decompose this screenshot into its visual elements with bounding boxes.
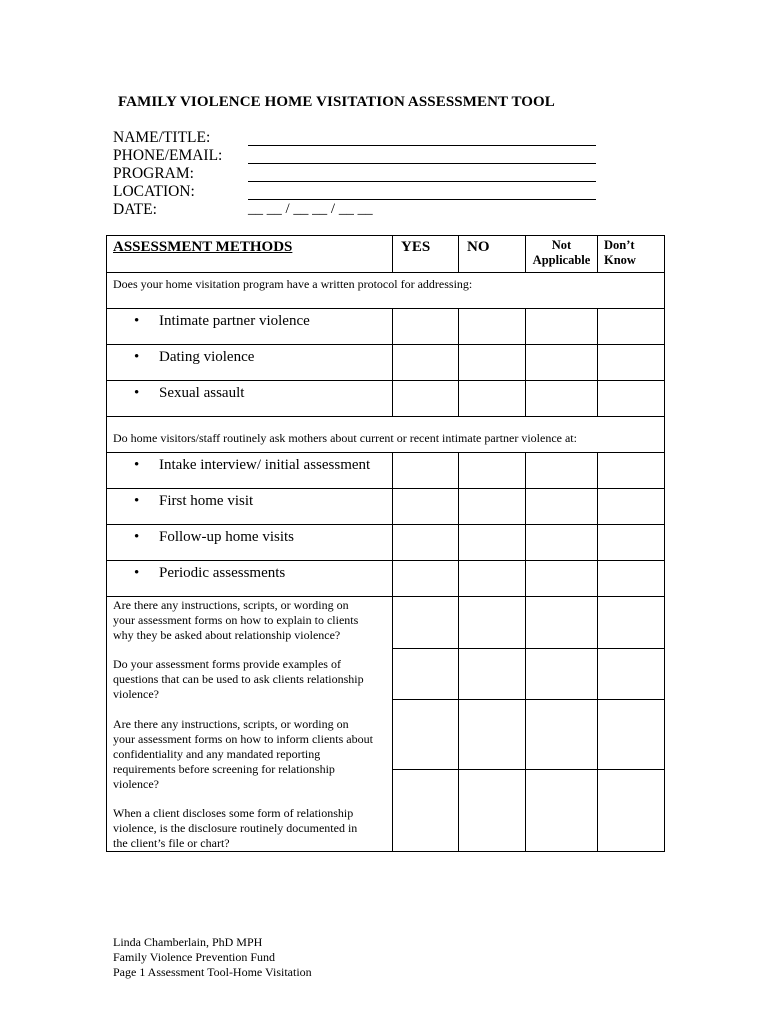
not-applicable-cell[interactable]: [526, 525, 598, 561]
dont-know-cell[interactable]: [598, 770, 665, 852]
not-applicable-cell[interactable]: [526, 489, 598, 525]
question-1-line: your assessment forms on how to explain to clients: [113, 613, 359, 627]
no-cell[interactable]: [459, 525, 526, 561]
bullet-icon: •: [134, 529, 140, 545]
yes-cell[interactable]: [393, 345, 459, 381]
yes-cell[interactable]: [393, 309, 459, 345]
table-row: [107, 489, 665, 525]
table-row: [107, 561, 665, 597]
bullet-item: [107, 489, 393, 525]
not-applicable-cell[interactable]: [526, 345, 598, 381]
bullet-icon: •: [134, 565, 140, 581]
yes-cell[interactable]: [393, 453, 459, 489]
bullet-item-label: Dating violence: [159, 349, 255, 365]
location-input-line[interactable]: [248, 199, 596, 200]
dont-know-cell[interactable]: [598, 561, 665, 597]
bullet-icon: •: [134, 313, 140, 329]
not-applicable-cell[interactable]: [526, 453, 598, 489]
table-row: [107, 525, 665, 561]
program-input-line[interactable]: [248, 181, 596, 182]
no-cell[interactable]: [459, 381, 526, 417]
question-2-line: questions that can be used to ask clients relationship: [113, 672, 364, 686]
bullet-item: [107, 453, 393, 489]
header-yes: YES: [393, 236, 459, 273]
bullet-item-label: Sexual assault: [159, 385, 245, 401]
yes-cell[interactable]: [393, 561, 459, 597]
question-paragraphs: [107, 597, 393, 852]
question-4-line: violence, is the disclosure routinely documented in: [113, 821, 358, 835]
header-not-applicable-line1: Not: [551, 238, 572, 252]
dont-know-cell[interactable]: [598, 345, 665, 381]
bullet-icon: •: [134, 385, 140, 401]
no-cell[interactable]: [459, 700, 526, 770]
dont-know-cell[interactable]: [598, 700, 665, 770]
dont-know-cell[interactable]: [598, 525, 665, 561]
question-1-line: why they be asked about relationship violence?: [113, 628, 341, 642]
section2-question: Do home visitors/staff routinely ask mothers about current or recent intimate partner violence at:: [107, 417, 665, 453]
question-1-line: Are there any instructions, scripts, or wording on: [113, 598, 349, 612]
not-applicable-cell[interactable]: [526, 700, 598, 770]
not-applicable-cell[interactable]: [526, 648, 598, 700]
dont-know-cell[interactable]: [598, 597, 665, 649]
dont-know-cell[interactable]: [598, 489, 665, 525]
footer-author: Linda Chamberlain, PhD MPH: [113, 935, 263, 949]
header-not-applicable-line2: Applicable: [532, 253, 591, 267]
question-2-line: violence?: [113, 687, 159, 701]
page-footer: [113, 935, 312, 980]
no-cell[interactable]: [459, 561, 526, 597]
bullet-icon: •: [134, 349, 140, 365]
dont-know-cell[interactable]: [598, 381, 665, 417]
no-cell[interactable]: [459, 597, 526, 649]
table-row: [107, 309, 665, 345]
yes-cell[interactable]: [393, 597, 459, 649]
section-question-row: [107, 417, 665, 453]
dont-know-cell[interactable]: [598, 309, 665, 345]
not-applicable-cell[interactable]: [526, 561, 598, 597]
footer-organization: Family Violence Prevention Fund: [113, 950, 276, 964]
bullet-item: [107, 525, 393, 561]
bullet-item-label: Follow-up home visits: [159, 529, 295, 545]
no-cell[interactable]: [459, 345, 526, 381]
table-row: [107, 453, 665, 489]
yes-cell[interactable]: [393, 525, 459, 561]
bullet-icon: •: [134, 493, 140, 509]
page-title: FAMILY VIOLENCE HOME VISITATION ASSESSMENT TOOL: [118, 94, 555, 110]
bullet-item-label: Intake interview/ initial assessment: [159, 457, 371, 473]
field-label-phone-email: PHONE/EMAIL:: [113, 147, 223, 164]
header-not-applicable: [526, 236, 598, 273]
dont-know-cell[interactable]: [598, 453, 665, 489]
question-2: [113, 657, 388, 702]
question-1: [113, 598, 388, 643]
dont-know-cell[interactable]: [598, 648, 665, 700]
section-question-row: [107, 273, 665, 309]
table-row: [107, 345, 665, 381]
yes-cell[interactable]: [393, 700, 459, 770]
bullet-item-label: Intimate partner violence: [159, 313, 310, 329]
field-label-date: DATE:: [113, 201, 157, 218]
yes-cell[interactable]: [393, 770, 459, 852]
question-2-line: Do your assessment forms provide examples of: [113, 657, 341, 671]
header-dont-know-line2: Know: [604, 253, 636, 267]
question-4: [113, 806, 388, 851]
name-title-input-line[interactable]: [248, 145, 596, 146]
question-3-line: requirements before screening for relationship: [113, 762, 335, 776]
not-applicable-cell[interactable]: [526, 309, 598, 345]
date-input-blanks[interactable]: __ __ / __ __ / __ __: [248, 201, 373, 217]
not-applicable-cell[interactable]: [526, 381, 598, 417]
yes-cell[interactable]: [393, 381, 459, 417]
header-dont-know-line1: Don’t: [604, 238, 635, 252]
field-label-program: PROGRAM:: [113, 165, 194, 182]
field-label-name-title: NAME/TITLE:: [113, 129, 211, 146]
question-3: [113, 717, 388, 792]
phone-email-input-line[interactable]: [248, 163, 596, 164]
bullet-item: [107, 309, 393, 345]
question-3-line: confidentiality and any mandated reporting: [113, 747, 321, 761]
table-header-row: [107, 236, 665, 273]
yes-cell[interactable]: [393, 648, 459, 700]
header-assessment-methods: ASSESSMENT METHODS: [107, 236, 393, 273]
bullet-item: [107, 345, 393, 381]
assessment-table: [106, 235, 665, 852]
footer-page: Page 1 Assessment Tool-Home Visitation: [113, 965, 312, 979]
question-3-line: violence?: [113, 777, 159, 791]
header-no: NO: [459, 236, 526, 273]
section1-question: Does your home visitation program have a written protocol for addressing:: [107, 273, 665, 309]
field-label-location: LOCATION:: [113, 183, 195, 200]
not-applicable-cell[interactable]: [526, 770, 598, 852]
bullet-item-label: Periodic assessments: [159, 565, 286, 581]
not-applicable-cell[interactable]: [526, 597, 598, 649]
bullet-icon: •: [134, 457, 140, 473]
question-4-line: When a client discloses some form of relationship: [113, 806, 354, 820]
yes-cell[interactable]: [393, 489, 459, 525]
bullet-item: [107, 381, 393, 417]
question-4-line: the client’s file or chart?: [113, 836, 230, 850]
question-3-line: your assessment forms on how to inform clients about: [113, 732, 373, 746]
table-row: [107, 597, 665, 649]
bullet-item: [107, 561, 393, 597]
no-cell[interactable]: [459, 489, 526, 525]
question-3-line: Are there any instructions, scripts, or wording on: [113, 717, 349, 731]
no-cell[interactable]: [459, 648, 526, 700]
no-cell[interactable]: [459, 309, 526, 345]
bullet-item-label: First home visit: [159, 493, 254, 509]
header-dont-know: [598, 236, 665, 273]
no-cell[interactable]: [459, 453, 526, 489]
no-cell[interactable]: [459, 770, 526, 852]
table-row: [107, 381, 665, 417]
